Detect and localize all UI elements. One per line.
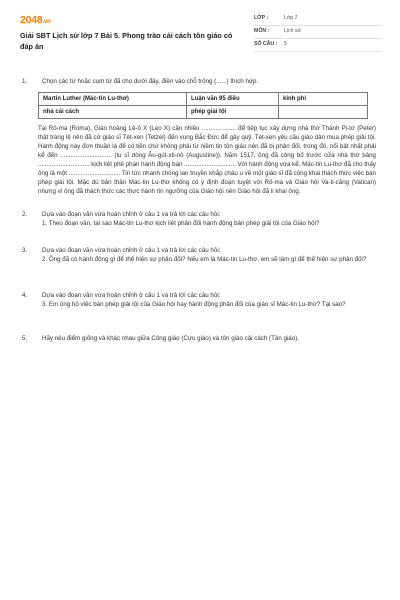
meta-key: MÔN : <box>254 28 270 35</box>
question-1 <box>20 78 382 87</box>
question-number: 1. <box>22 78 28 85</box>
question-paragraph: Tại Rô-ma (Roma), Giáo hoàng Lê-ô X (Leo X) cần nhiều .................... để tiếp tục xây dựng nhà thờ Thánh Pi-tơ (Peter) thật tráng lệ nên đã cử giáo sĩ Tét-xen (Tetzel) đến vùng Bắc Đức để gây quỹ. Tét-xen yêu cầu giáo dân mua phép giải tội. Hành động này đơn thuần là để có tiền chứ không phải từ niềm tin tôn giáo nên đã bị phản đối, trong đó, nổi bật nhất phải kể đến .............................. (tu sĩ dòng Âu-gút-xti-nô (Augustine)). Năm 1517, ông đã công bố trước cửa nhà thờ bảng .............................. kịch liệt phê phán hành động bán .............................. Với hành động vừa kể, Mác-tin Lu-thơ đã cho thấy ông là một .............................. Tin tức nhanh chóng lan truyền khắp châu u về một giáo sĩ đã công khai thách thức việc bán phép giải tội. Mặc dù bản thân Mác-tin Lu-thơ không có ý định đoạn tuyệt với Rô-ma và Giáo hội Va-ti-căng (Vatican) nhưng vì ông đã thách thức các thực hành tín ngưỡng của Giáo hội nên Giáo hội đã li khai ông. <box>38 124 376 195</box>
brand-name: 2048 <box>20 14 43 26</box>
table-cell: Luận văn 95 điều <box>187 92 279 105</box>
question-number: 5. <box>22 334 28 342</box>
question-number: 4. <box>22 291 28 299</box>
question-3 <box>20 247 382 265</box>
table-row <box>39 92 368 105</box>
meta-value: Lớp 7 <box>284 15 298 22</box>
brand-suffix: .vn <box>42 19 51 25</box>
question-list <box>20 78 382 344</box>
question-number: 3. <box>22 246 28 254</box>
question-text: 1. Theo đoạn văn, tại sao Mác-tin Lu-thơ kịch liệt phản đối hành động bán phép giải tội của Giáo hội? <box>42 219 320 227</box>
document-title: Giải SBT Lịch sử lớp 7 Bài 5. Phong trào cải cách tôn giáo có đáp án <box>20 31 233 52</box>
meta-key: LỚP : <box>254 15 269 22</box>
word-bank-table <box>38 92 368 119</box>
table-cell <box>279 105 368 118</box>
meta-row-subject <box>254 26 382 39</box>
table-row <box>39 105 368 118</box>
question-text: Hãy nêu điểm giống và khác nhau giữa Công giáo (Cựu giáo) và tôn giáo cải cách (Tân giáo). <box>42 334 299 342</box>
table-cell: phép giải tội <box>187 105 279 118</box>
question-intro: Dựa vào đoạn văn vừa hoàn chỉnh ở câu 1 và trả lời các câu hỏi: <box>42 246 221 254</box>
question-4 <box>20 292 382 310</box>
question-5 <box>20 335 382 344</box>
meta-row-count <box>254 39 382 52</box>
question-number: 2. <box>22 210 28 218</box>
question-text: 3. Em ủng hộ việc bán phép giải tội của Giáo hội hay hành động phản đối của giáo sĩ Mác-tin Lu-thơ? Tại sao? <box>42 300 346 308</box>
question-text: 2. Ông đã có hành động gì để thể hiện sự phản đối? Nếu em là Mác-tin Lu-thơ, em sẽ làm gì để thể hiện sự phản đối? <box>42 255 367 263</box>
question-prompt: Chọn các từ hoặc cụm từ đã cho dưới đây, điền vào chỗ trống (......) thích hợp. <box>42 78 259 85</box>
meta-key: SỐ CÂU : <box>254 41 278 48</box>
table-cell: Martin Luther (Mác-tin Lu-thơ) <box>39 92 187 105</box>
meta-value: Lịch sử <box>284 28 302 35</box>
meta-value: 5 <box>284 41 287 48</box>
question-intro: Dựa vào đoạn văn vừa hoàn chỉnh ở câu 1 và trả lời các câu hỏi: <box>42 210 221 218</box>
meta-row-class <box>254 13 382 26</box>
table-cell: nhà cải cách <box>39 105 187 118</box>
table-cell: kinh phí <box>279 92 368 105</box>
site-logo[interactable] <box>20 13 51 28</box>
question-intro: Dựa vào đoạn văn vừa hoàn chỉnh ở câu 1 và trả lời các câu hỏi: <box>42 291 221 299</box>
question-2 <box>20 211 382 229</box>
document-meta <box>254 13 382 52</box>
